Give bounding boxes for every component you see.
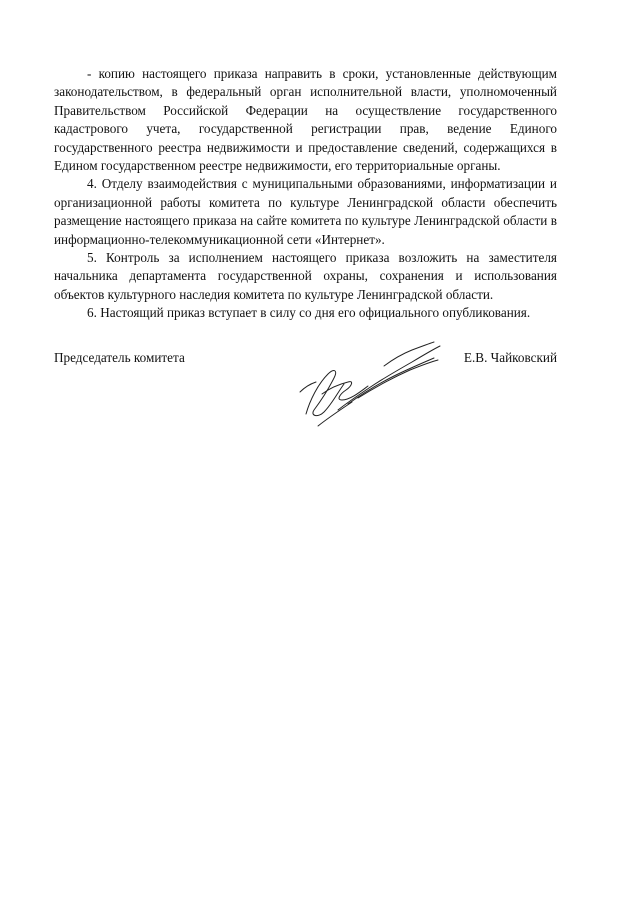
paragraph-5-control: 5. Контроль за исполнением настоящего приказа возложить на заместителя начальника департамента государственной охраны, сохранения и использования объектов культурного наследия комитета по культуре Ленинградской области. (54, 250, 557, 302)
paragraph-4-publication: 4. Отделу взаимодействия с муниципальными образованиями, информатизации и организационной работы комитета по культуре Ленинградской области обеспечить размещение настоящего приказа на сайте комитета по культуре Ленинградской области в информационно-телекоммуникационной сети «Интернет». (54, 176, 557, 247)
paragraph-copy-distribution: - копию настоящего приказа направить в сроки, установленные действующим законодательством, в федеральный орган исполнительной власти, уполномоченный Правительством Российской Федерации на осуществление государственного кадастрового учета, государственной регистрации прав, ведение Единого государственного реестра недвижимости и предоставление сведений, содержащихся в Едином государственном реестре недвижимости, его территориальные органы. (54, 66, 557, 174)
document-body (54, 65, 557, 323)
handwritten-signature (288, 322, 448, 432)
signatory-title: Председатель комитета (54, 350, 185, 365)
signatory-name: Е.В. Чайковский (463, 350, 557, 365)
paragraph-6-effective: 6. Настоящий приказ вступает в силу со дня его официального опубликования. (87, 305, 531, 321)
